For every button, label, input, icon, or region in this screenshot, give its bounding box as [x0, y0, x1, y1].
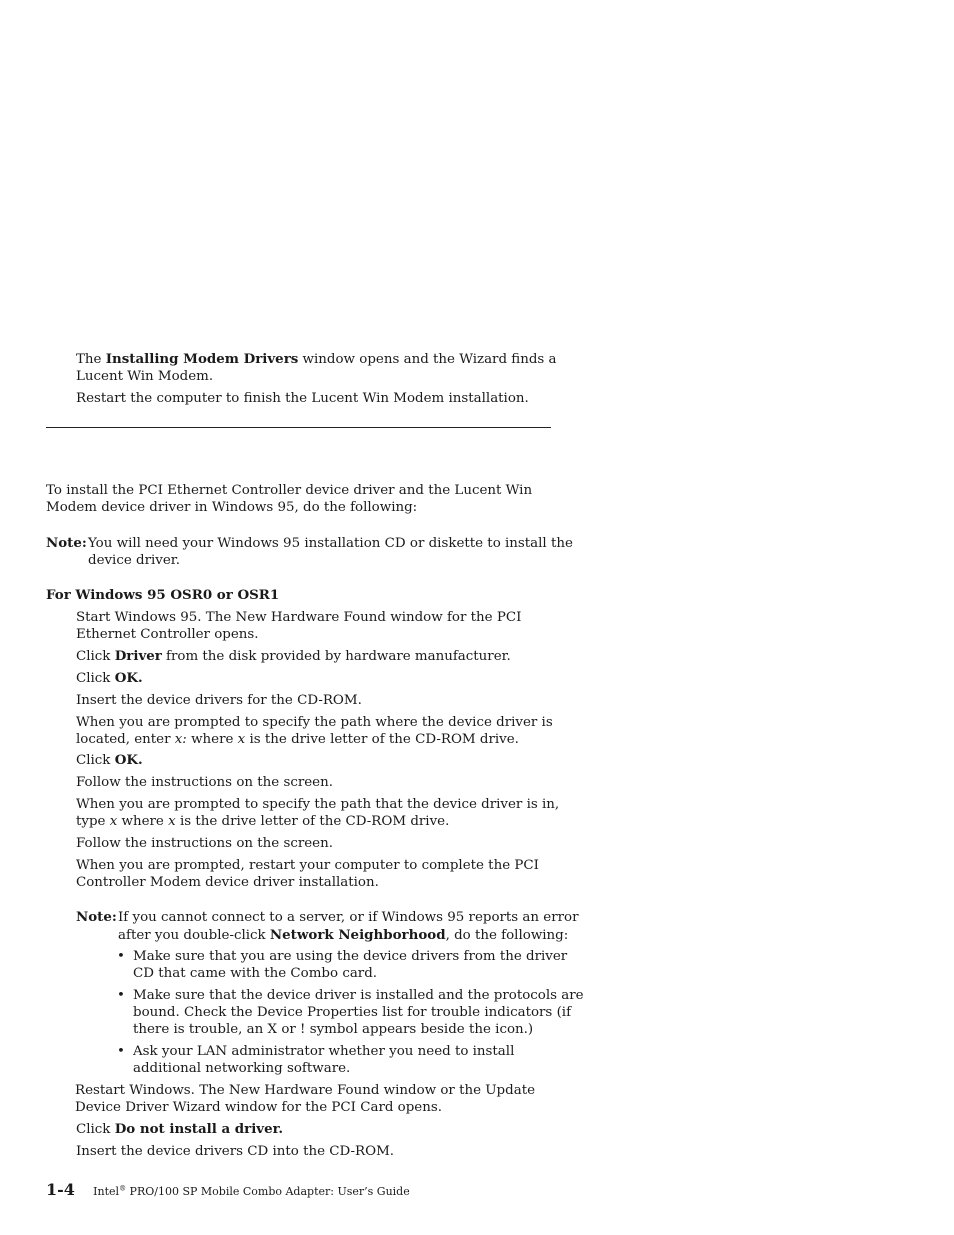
- list-item: • Make sure that you are using the device drivers from the driver CD that came with the Combo card.: [117, 949, 568, 981]
- subheading-osr: For Windows 95 OSR0 or OSR1: [46, 587, 280, 603]
- footer-title: Intel® PRO/100 SP Mobile Combo Adapter: User’s Guide: [93, 1184, 410, 1198]
- section-divider: [46, 427, 551, 428]
- step-start-windows: Start Windows 95. The New Hardware Found window for the PCI Ethernet Controller opens.: [76, 610, 522, 642]
- step-specify-path-1: When you are prompted to specify the path where the device driver is located, enter x: where x is the drive letter of the CD-ROM drive.: [76, 715, 553, 747]
- page-number: 1-4: [46, 1180, 75, 1199]
- step-installing-modem-drivers: The Installing Modem Drivers window opens and the Wizard finds a Lucent Win Modem.: [76, 351, 557, 384]
- step-restart-computer: Restart the computer to finish the Lucent Win Modem installation.: [76, 391, 529, 406]
- note-label: Note:: [76, 909, 117, 925]
- list-item: • Make sure that the device driver is installed and the protocols are bound. Check the Device Properties list for trouble indicators (if there is trouble, an X or ! symbol appears beside the icon.): [117, 988, 584, 1037]
- step-click-ok-1: Click OK.: [76, 670, 143, 686]
- step-specify-path-2: When you are prompted to specify the path that the device driver is in, type x where x is the drive letter of the CD-ROM drive.: [76, 797, 560, 829]
- list-item: • Ask your LAN administrator whether you need to install additional networking software.: [117, 1044, 515, 1076]
- step-insert-drivers: Insert the device drivers for the CD-ROM.: [76, 693, 362, 708]
- intro-paragraph: To install the PCI Ethernet Controller device driver and the Lucent Win Modem device driver in Windows 95, do the following:: [46, 483, 533, 515]
- bullet-icon: •: [117, 1044, 125, 1059]
- step-follow-instructions-1: Follow the instructions on the screen.: [76, 775, 333, 790]
- ui-item-name: Network Neighborhood: [269, 927, 446, 943]
- step-do-not-install: Click Do not install a driver.: [76, 1121, 284, 1137]
- step-click-driver: Click Driver from the disk provided by hardware manufacturer.: [76, 648, 511, 664]
- note-connection-troubleshooting: Note: If you cannot connect to a server, or if Windows 95 reports an error after you double-click Network Neighborhood, do the following: • Make sure that you are using the device drivers from the driver CD that came with the Combo card. • Make sure that the device driver is installed and the protocols are bound. Check the Device Properties list for trouble indicators (if there is trouble, an X or ! symbol appears beside the icon.) • Ask your LAN administrator whether you need to install additional networking software.: [76, 909, 584, 1076]
- step-click-ok-2: Click OK.: [76, 752, 143, 768]
- bullet-icon: •: [117, 949, 125, 964]
- note-label: Note:: [46, 535, 87, 551]
- ui-window-name: Installing Modem Drivers: [105, 351, 299, 367]
- step-insert-cd: Insert the device drivers CD into the CD-ROM.: [76, 1144, 395, 1159]
- page-footer: [46, 1181, 410, 1200]
- step-restart-windows: Restart Windows. The New Hardware Found window or the Update Device Driver Wizard window for the PCI Card opens.: [75, 1083, 535, 1115]
- step-restart-complete: When you are prompted, restart your computer to complete the PCI Controller Modem device driver installation.: [76, 858, 539, 890]
- bullet-icon: •: [117, 988, 125, 1003]
- step-follow-instructions-2: Follow the instructions on the screen.: [76, 836, 333, 851]
